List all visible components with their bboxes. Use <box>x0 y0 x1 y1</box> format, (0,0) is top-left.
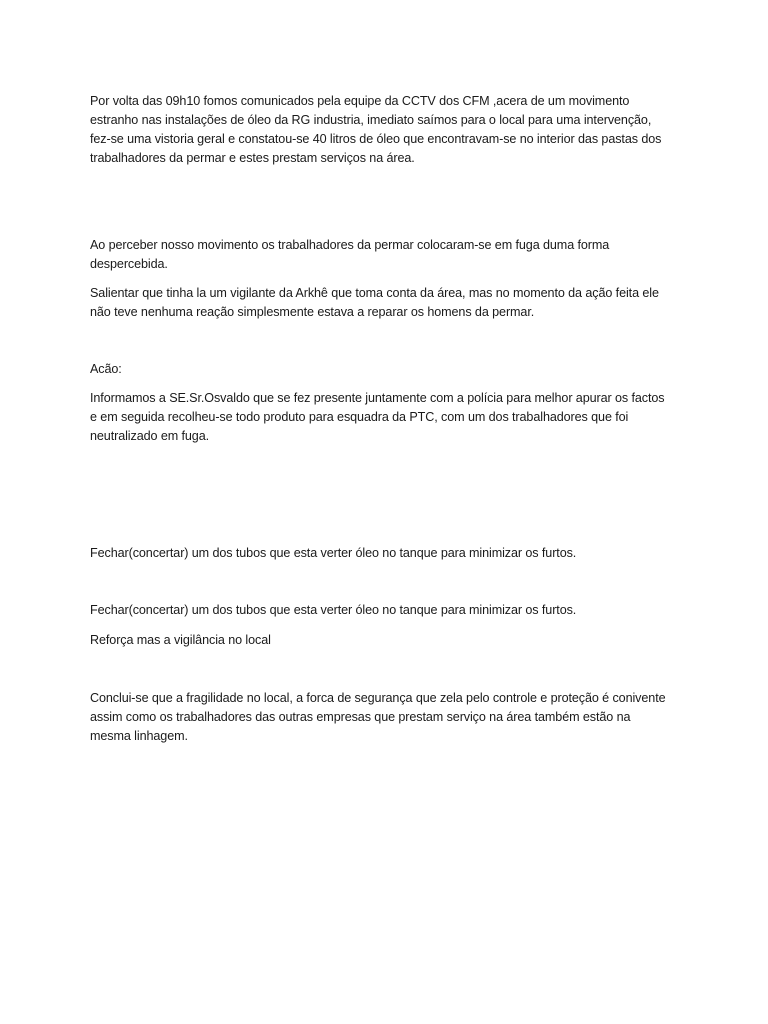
text-line: Informamos a SE.Sr.Osvaldo que se fez presente juntamente com a polícia para melhor apurar os factos <box>90 391 665 405</box>
recommendation-fix-pipe <box>90 544 690 563</box>
text-line: trabalhadores da permar e estes prestam serviços na área. <box>90 151 415 165</box>
section-heading-action <box>90 360 690 379</box>
text-line: Reforça mas a vigilância no local <box>90 633 271 647</box>
text-line: e em seguida recolheu-se todo produto para esquadra da PTC, com um dos trabalhadores que foi <box>90 410 629 424</box>
text-line: assim como os trabalhadores das outras empresas que prestam serviço na área também estão na <box>90 710 631 724</box>
paragraph-action-taken <box>90 389 690 446</box>
text-line: Fechar(concertar) um dos tubos que esta verter óleo no tanque para minimizar os furtos. <box>90 603 577 617</box>
text-line: Fechar(concertar) um dos tubos que esta verter óleo no tanque para minimizar os furtos. <box>90 546 577 560</box>
paragraph-guard-note <box>90 284 690 322</box>
text-line: estranho nas instalações de óleo da RG industria, imediato saímos para o local para uma intervenção, <box>90 113 652 127</box>
text-line: não teve nenhuma reação simplesmente estava a reparar os homens da permar. <box>90 305 535 319</box>
text-line: Salientar que tinha la um vigilante da Arkhê que toma conta da área, mas no momento da ação feita ele <box>90 286 659 300</box>
text-line: mesma linhagem. <box>90 729 188 743</box>
text-line: despercebida. <box>90 257 168 271</box>
text-line: Ao perceber nosso movimento os trabalhadores da permar colocaram-se em fuga duma forma <box>90 238 610 252</box>
paragraph-conclusion <box>90 689 690 746</box>
text-line: neutralizado em fuga. <box>90 429 210 443</box>
text-line: Por volta das 09h10 fomos comunicados pela equipe da CCTV dos CFM ,acera de um movimento <box>90 94 630 108</box>
paragraph-workers-fled <box>90 236 690 274</box>
recommendation-fix-pipe-repeat <box>90 601 690 620</box>
paragraph-incident-report <box>90 92 690 168</box>
text-line: Conclui-se que a fragilidade no local, a forca de segurança que zela pelo controle e proteção é conivente <box>90 691 666 705</box>
text-line: fez-se uma vistoria geral e constatou-se 40 litros de óleo que encontravam-se no interior das pastas dos <box>90 132 662 146</box>
recommendation-reinforce-security <box>90 631 690 650</box>
text-line: Acão: <box>90 362 122 376</box>
